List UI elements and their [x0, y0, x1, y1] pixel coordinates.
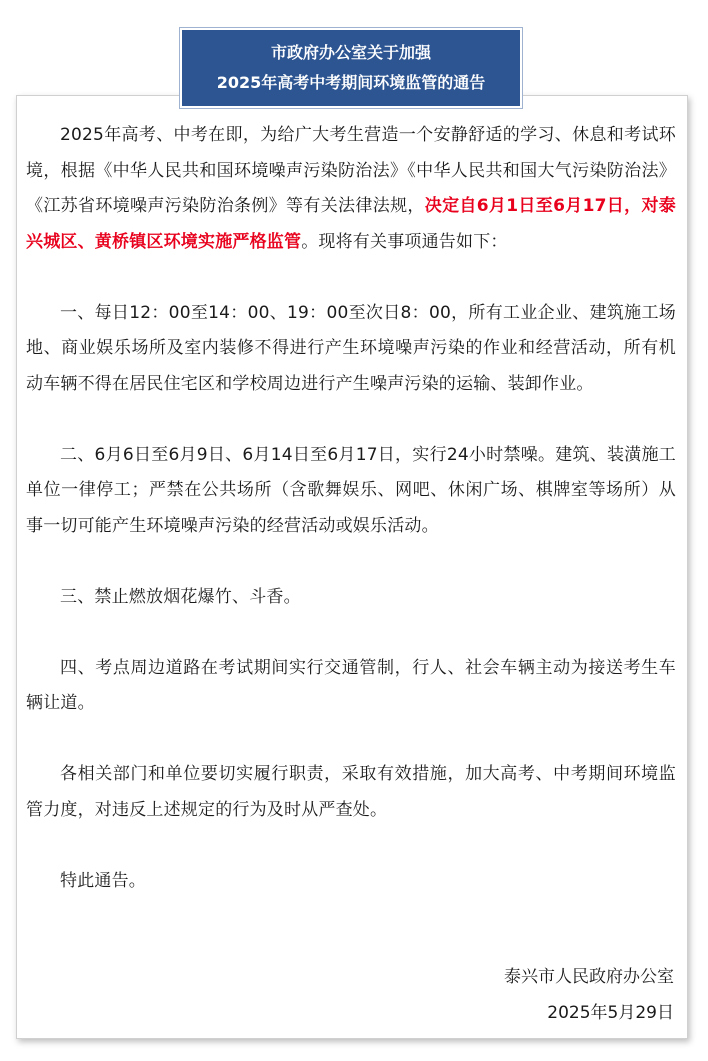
item-4-paragraph: 四、考点周边道路在考试期间实行交通管制，行人、社会车辆主动为接送考生车辆让道。 — [26, 657, 676, 713]
item-1-paragraph: 一、每日12：00至14：00、19：00至次日8：00，所有工业企业、建筑施工场地、商业娱乐场所及室内装修不得进行产生环境噪声污染的作业和经营活动，所有机动车辆不得在居民住宅区和学校周边进行产生噪声污染的运输、装卸作业。 — [26, 302, 676, 394]
intro-paragraph — [26, 118, 676, 260]
closing-paragraph: 各相关部门和单位要切实履行职责，采取有效措施，加大高考、中考期间环境监管力度，对违反上述规定的行为及时从严查处。 — [26, 764, 676, 820]
notice-title-banner — [182, 30, 520, 106]
item-2-paragraph: 二、6月6日至6月9日、6月14日至6月17日，实行24小时禁噪。建筑、装潢施工单位一律停工；严禁在公共场所（含歌舞娱乐、网吧、休闲广场、棋牌室等场所）从事一切可能产生环境噪声污染的经营活动或娱乐活动。 — [26, 444, 676, 536]
intro-highlight: 决定自6月1日至6月17日，对泰兴城区、黄桥镇区环境实施严格监管 — [26, 196, 677, 252]
intro-text-before: 2025年高考、中考在即，为给广大考生营造一个安静舒适的学习、休息和考试环境，根据《中华人民共和国环境噪声污染防治法》《中华人民共和国大气污染防治法》《江苏省环境噪声污染防治条例》等有关法律法规， — [26, 125, 676, 216]
item-3-paragraph: 三、禁止燃放烟花爆竹、斗香。 — [60, 586, 301, 607]
title-line-1: 市政府办公室关于加强 — [270, 43, 431, 62]
intro-text-after: 。现将有关事项通告如下： — [301, 231, 508, 252]
notice-body — [26, 118, 676, 899]
signature-org: 泰兴市人民政府办公室 — [504, 967, 674, 987]
notice-end: 特此通告。 — [60, 870, 146, 891]
title-line-2: 2025年高考中考期间环境监管的通告 — [216, 73, 486, 92]
signature-date: 2025年5月29日 — [547, 1003, 674, 1023]
